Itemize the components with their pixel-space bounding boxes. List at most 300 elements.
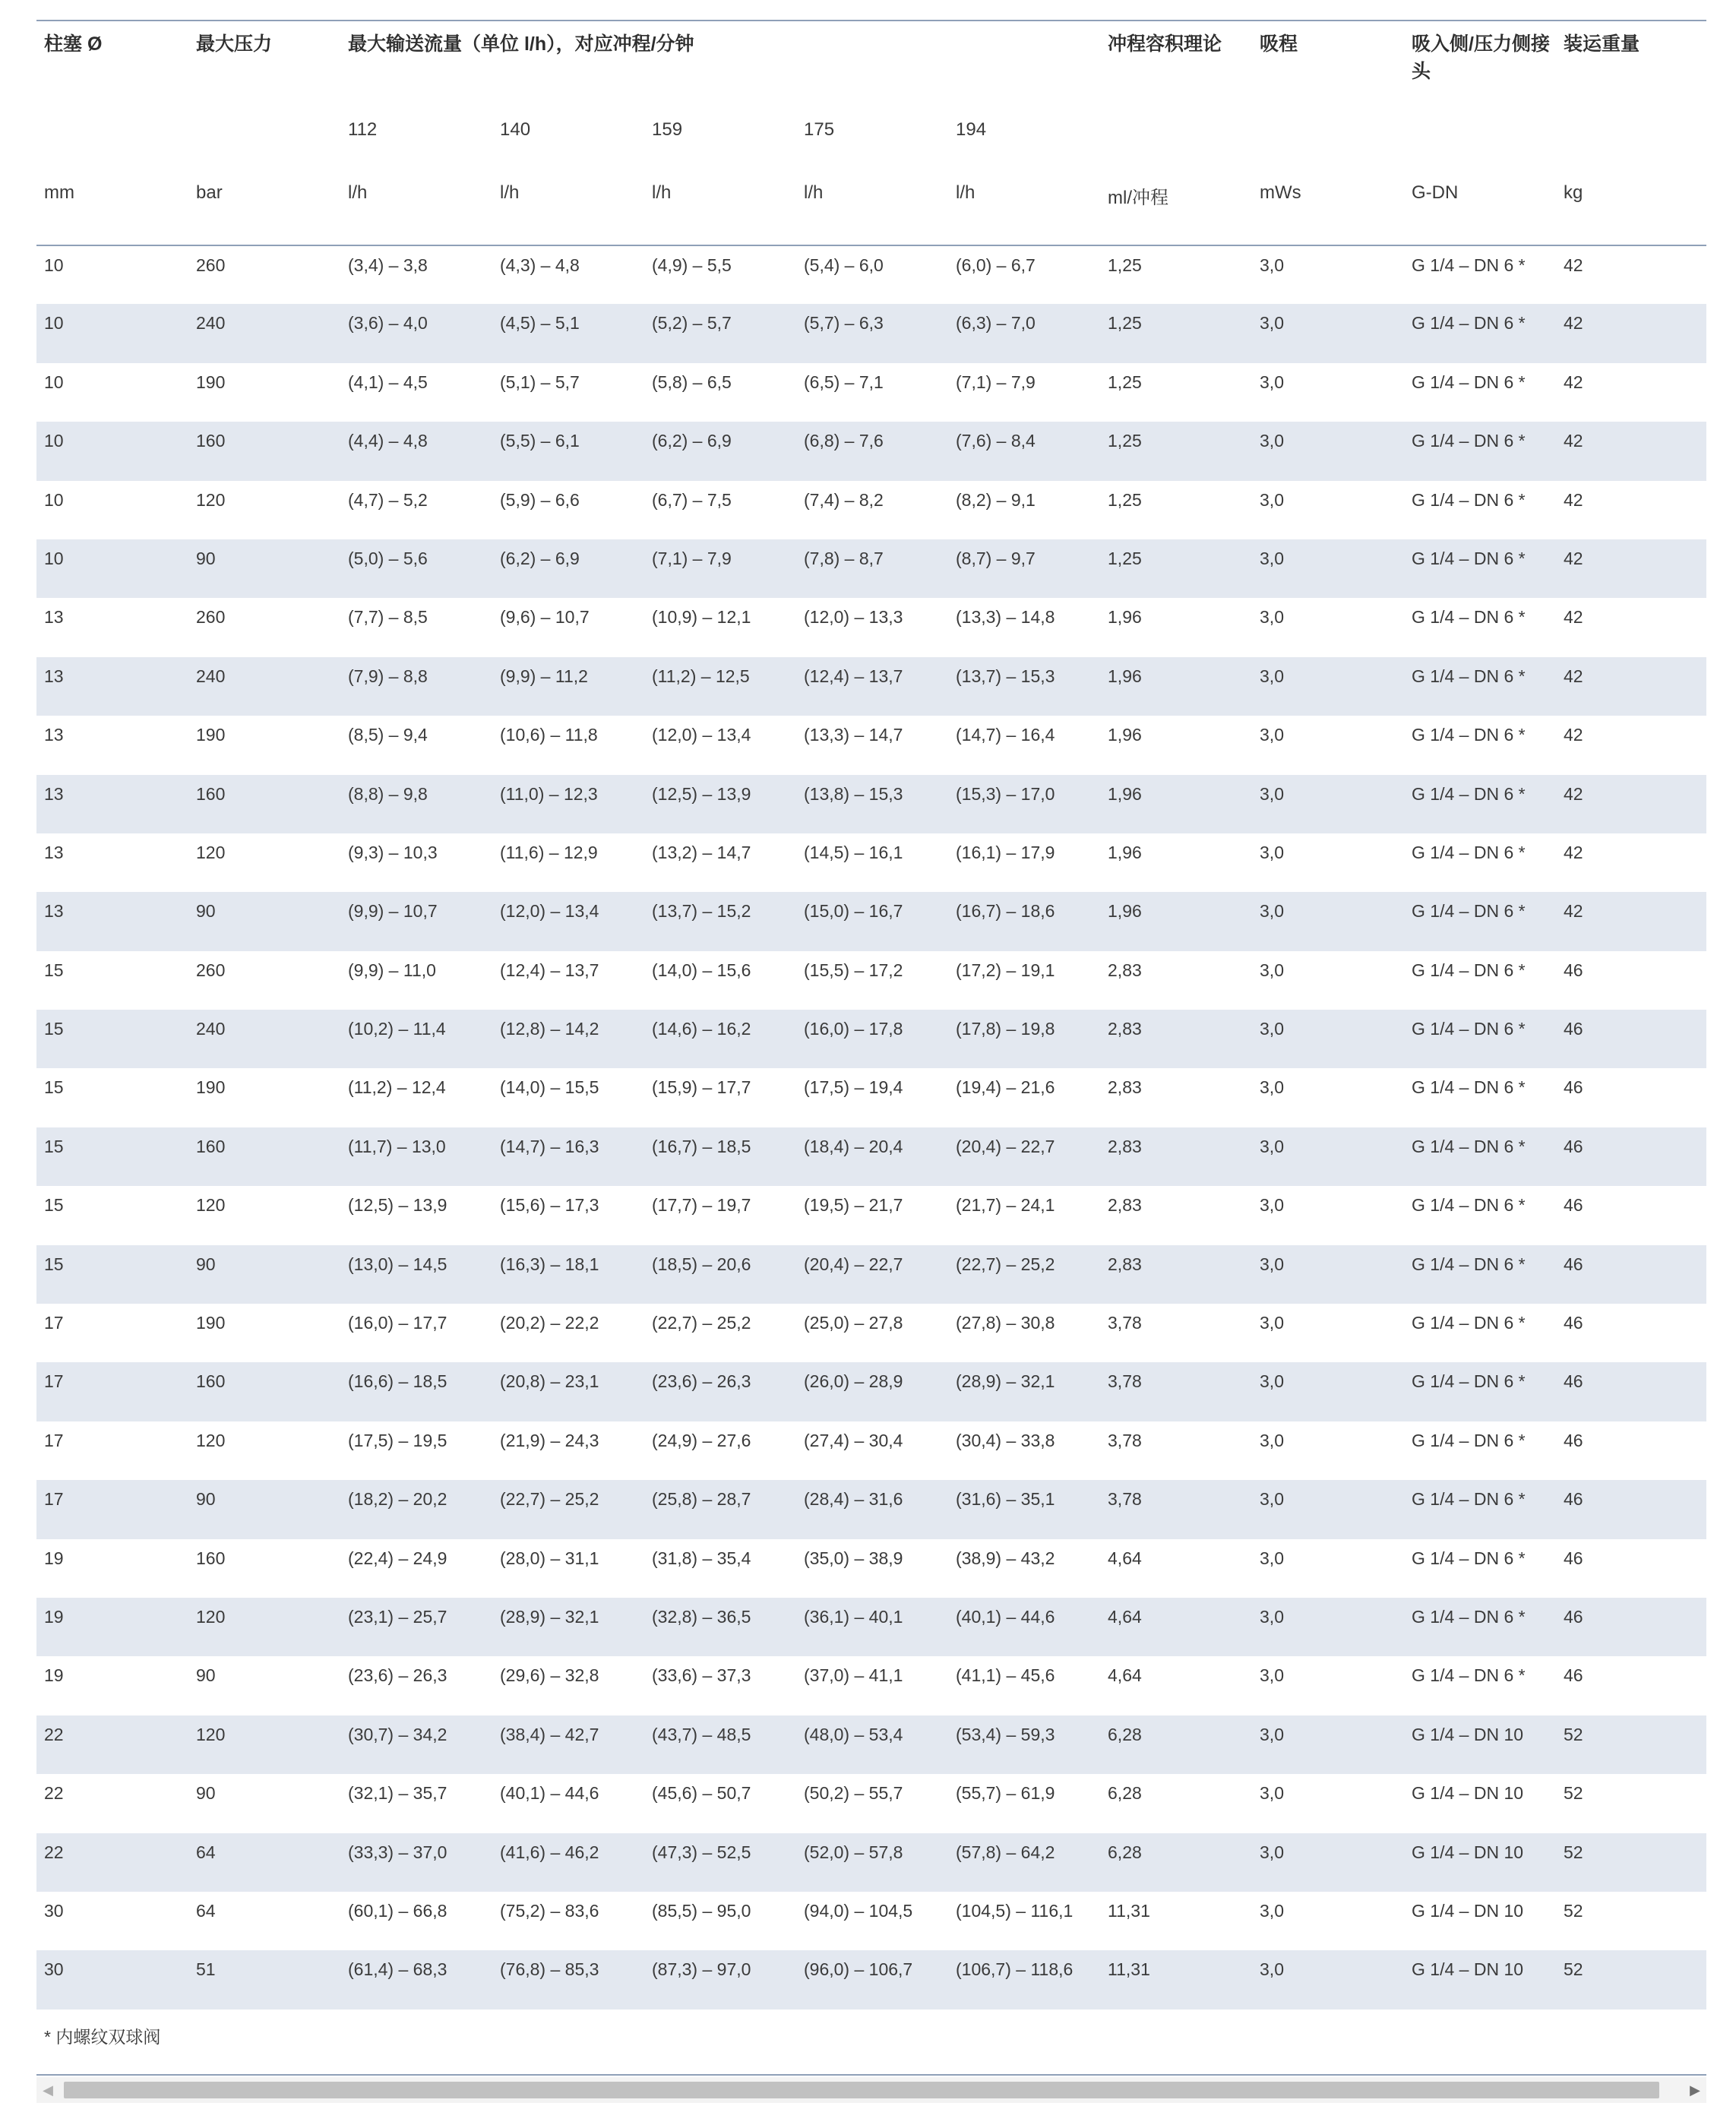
table-cell: 2,83: [1108, 1195, 1142, 1216]
table-cell: (5,1) – 5,7: [500, 372, 580, 392]
table-cell: (20,4) – 22,7: [796, 1245, 948, 1304]
table-cell: (18,2) – 20,2: [340, 1480, 492, 1538]
table-row: [36, 833, 1706, 892]
table-cell: (20,8) – 23,1: [492, 1362, 644, 1421]
table-cell: 1,25: [1108, 372, 1142, 392]
table-cell: (11,2) – 12,4: [348, 1077, 446, 1098]
table-cell: (12,0) – 13,4: [652, 725, 751, 745]
table-row: [36, 716, 1706, 774]
table-cell: G 1/4 – DN 6 *: [1412, 1548, 1526, 1568]
table-cell: (6,3) – 7,0: [948, 304, 1100, 362]
table-cell: 6,28: [1100, 1833, 1252, 1892]
table-cell: 160: [188, 1362, 340, 1421]
table-cell: (11,7) – 13,0: [340, 1127, 492, 1186]
stroke-rate: 159: [652, 119, 683, 140]
table-cell: (21,9) – 24,3: [500, 1430, 599, 1450]
table-cell: (6,2) – 6,9: [492, 539, 644, 598]
table-cell: 160: [188, 775, 340, 833]
table-cell: G 1/4 – DN 6 *: [1404, 1598, 1556, 1656]
unit-cell: ml/冲程: [1108, 188, 1169, 208]
table-cell: 3,0: [1252, 1362, 1404, 1421]
table-cell: (4,1) – 4,5: [348, 372, 428, 392]
table-row: [36, 245, 1706, 304]
table-row: [36, 481, 1706, 539]
table-cell: G 1/4 – DN 6 *: [1412, 725, 1526, 745]
table-cell: 13: [36, 657, 188, 716]
table-cell: 3,0: [1252, 304, 1404, 362]
table-body: [36, 245, 1706, 2010]
table-cell: 3,0: [1252, 1010, 1404, 1068]
table-cell: (6,5) – 7,1: [804, 372, 884, 392]
table-cell: (38,9) – 43,2: [956, 1548, 1055, 1568]
table-cell: 2,83: [1100, 1010, 1252, 1068]
table-row: [36, 1656, 1706, 1715]
table-cell: (13,2) – 14,7: [652, 842, 751, 862]
table-row: [36, 1245, 1706, 1304]
table-cell: (55,7) – 61,9: [956, 1783, 1055, 1804]
table-cell: 3,0: [1252, 422, 1404, 480]
table-cell: (12,4) – 13,7: [796, 657, 948, 716]
table-cell: 3,0: [1252, 1480, 1404, 1538]
table-cell: (32,1) – 35,7: [348, 1783, 447, 1804]
table-cell: (6,0) – 6,7: [956, 255, 1036, 275]
table-cell: G 1/4 – DN 6 *: [1412, 255, 1526, 275]
table-cell: G 1/4 – DN 6 *: [1412, 1430, 1526, 1450]
header-connection: 吸入侧/压力侧接头: [1412, 33, 1550, 82]
table-cell: 52: [1556, 1950, 1706, 2009]
table-row: [36, 539, 1706, 598]
table-cell: 46: [1556, 1010, 1706, 1068]
table-cell: G 1/4 – DN 6 *: [1404, 657, 1556, 716]
table-cell: 17: [36, 1480, 188, 1538]
table-row: [36, 598, 1706, 656]
table-cell: (27,4) – 30,4: [804, 1430, 903, 1450]
table-cell: G 1/4 – DN 6 *: [1412, 1077, 1526, 1098]
table-cell: 42: [1556, 422, 1706, 480]
table-cell: (13,0) – 14,5: [340, 1245, 492, 1304]
table-cell: 1,25: [1108, 255, 1142, 275]
table-cell: (5,0) – 5,6: [340, 539, 492, 598]
table-cell: (31,8) – 35,4: [652, 1548, 751, 1568]
table-cell: 10: [36, 539, 188, 598]
table-cell: 1,96: [1100, 775, 1252, 833]
table-cell: (10,6) – 11,8: [500, 725, 598, 745]
table-cell: 3,0: [1260, 1195, 1284, 1216]
table-cell: (16,1) – 17,9: [956, 842, 1055, 862]
table-cell: (5,7) – 6,3: [796, 304, 948, 362]
table-cell: 3,0: [1252, 1950, 1404, 2009]
table-cell: (21,7) – 24,1: [956, 1195, 1055, 1216]
table-cell: 13: [44, 842, 64, 862]
table-cell: G 1/4 – DN 6 *: [1404, 422, 1556, 480]
table-cell: (7,9) – 8,8: [340, 657, 492, 716]
table-cell: (7,1) – 7,9: [644, 539, 796, 598]
table-cell: (28,9) – 32,1: [948, 1362, 1100, 1421]
table-cell: (17,7) – 19,7: [652, 1195, 751, 1216]
table-row: [36, 1010, 1706, 1068]
table-cell: 1,25: [1108, 489, 1142, 510]
table-cell: 46: [1564, 1077, 1583, 1098]
table-cell: G 1/4 – DN 6 *: [1412, 1195, 1526, 1216]
table-cell: (25,0) – 27,8: [804, 1313, 903, 1333]
table-cell: (22,7) – 25,2: [492, 1480, 644, 1538]
table-cell: (20,4) – 22,7: [948, 1127, 1100, 1186]
table-cell: 22: [44, 1783, 64, 1804]
table-cell: 46: [1556, 1245, 1706, 1304]
table-row: [36, 657, 1706, 716]
header-stroke-volume: 冲程容积理论: [1108, 33, 1222, 55]
table-cell: (15,3) – 17,0: [948, 775, 1100, 833]
table-cell: 90: [188, 892, 340, 950]
table-cell: 2,83: [1108, 960, 1142, 980]
table-cell: 3,0: [1252, 657, 1404, 716]
table-cell: G 1/4 – DN 6 *: [1404, 775, 1556, 833]
table-cell: (13,3) – 14,7: [804, 725, 903, 745]
table-cell: 90: [196, 1783, 216, 1804]
table-cell: (12,5) – 13,9: [644, 775, 796, 833]
table-cell: (11,6) – 12,9: [500, 842, 598, 862]
table-cell: G 1/4 – DN 6 *: [1412, 1313, 1526, 1333]
table-cell: 120: [188, 1598, 340, 1656]
table-cell: (11,0) – 12,3: [492, 775, 644, 833]
table-cell: (13,7) – 15,2: [644, 892, 796, 950]
table-cell: (14,7) – 16,3: [492, 1127, 644, 1186]
table-cell: 240: [188, 657, 340, 716]
table-cell: 3,0: [1260, 842, 1284, 862]
table-cell: (8,8) – 9,8: [340, 775, 492, 833]
table-cell: 190: [196, 372, 226, 392]
table-cell: 120: [196, 1195, 226, 1216]
scrollbar-top-border: [36, 2074, 1706, 2076]
table-cell: (12,5) – 13,9: [348, 1195, 447, 1216]
table-cell: 3,0: [1260, 960, 1284, 980]
table-cell: 46: [1564, 1548, 1583, 1568]
table-cell: 22: [36, 1715, 188, 1774]
table-cell: (7,1) – 7,9: [956, 372, 1036, 392]
table-cell: (94,0) – 104,5: [804, 1900, 913, 1921]
table-cell: 3,0: [1260, 607, 1284, 628]
table-cell: (33,3) – 37,0: [340, 1833, 492, 1892]
table-cell: 6,28: [1108, 1783, 1142, 1804]
table-cell: (17,8) – 19,8: [948, 1010, 1100, 1068]
table-cell: 42: [1556, 304, 1706, 362]
table-cell: (26,0) – 28,9: [796, 1362, 948, 1421]
table-cell: 260: [196, 960, 226, 980]
table-cell: 15: [44, 1195, 64, 1216]
table-cell: 3,0: [1260, 255, 1284, 275]
table-cell: 3,0: [1260, 1900, 1284, 1921]
table-cell: 120: [196, 1430, 226, 1450]
table-cell: (96,0) – 106,7: [796, 1950, 948, 2009]
table-cell: 51: [188, 1950, 340, 2009]
table-cell: (76,8) – 85,3: [492, 1950, 644, 2009]
table-cell: (15,5) – 17,2: [804, 960, 903, 980]
table-cell: (16,3) – 18,1: [492, 1245, 644, 1304]
table-cell: 10: [36, 422, 188, 480]
table-cell: (57,8) – 64,2: [948, 1833, 1100, 1892]
table-cell: (60,1) – 66,8: [348, 1900, 447, 1921]
table-cell: 1,96: [1108, 725, 1142, 745]
table-cell: G 1/4 – DN 10: [1404, 1833, 1556, 1892]
table-cell: 160: [188, 422, 340, 480]
table-cell: (9,6) – 10,7: [500, 607, 590, 628]
table-cell: (6,7) – 7,5: [652, 489, 732, 510]
table-cell: 3,78: [1100, 1362, 1252, 1421]
table-cell: (15,6) – 17,3: [500, 1195, 599, 1216]
table-cell: (5,9) – 6,6: [500, 489, 580, 510]
table-cell: (33,6) – 37,3: [652, 1665, 751, 1686]
table-row: [36, 1950, 1706, 2009]
table-cell: 64: [196, 1900, 216, 1921]
table-cell: 46: [1556, 1362, 1706, 1421]
table-cell: (104,5) – 116,1: [956, 1900, 1074, 1921]
table-cell: (12,4) – 13,7: [500, 960, 599, 980]
unit-cell: G-DN: [1412, 182, 1459, 203]
table-cell: 46: [1556, 1127, 1706, 1186]
table-cell: (7,8) – 8,7: [796, 539, 948, 598]
table-cell: 13: [44, 725, 64, 745]
table-row: [36, 1127, 1706, 1186]
table-cell: 120: [196, 489, 226, 510]
table-cell: 46: [1556, 1480, 1706, 1538]
table-cell: 3,0: [1260, 1783, 1284, 1804]
table-cell: (45,6) – 50,7: [652, 1783, 751, 1804]
table-cell: (7,6) – 8,4: [948, 422, 1100, 480]
table-cell: (10,9) – 12,1: [652, 607, 751, 628]
unit-cell: l/h: [956, 182, 976, 203]
table-cell: 90: [196, 1665, 216, 1686]
table-cell: 15: [36, 1127, 188, 1186]
table-cell: 190: [196, 1077, 226, 1098]
table-cell: 160: [196, 1548, 226, 1568]
table-row: [36, 304, 1706, 362]
table-cell: (7,4) – 8,2: [804, 489, 884, 510]
table-cell: (3,4) – 3,8: [348, 255, 428, 275]
table-row: [36, 1833, 1706, 1892]
table-cell: 46: [1564, 1430, 1583, 1450]
table-cell: 52: [1564, 1900, 1583, 1921]
table-cell: (5,4) – 6,0: [804, 255, 884, 275]
stroke-rate: 175: [804, 119, 835, 140]
table-cell: (38,4) – 42,7: [492, 1715, 644, 1774]
table-cell: G 1/4 – DN 6 *: [1412, 372, 1526, 392]
table-cell: (28,0) – 31,1: [500, 1548, 599, 1568]
scrollbar-thumb[interactable]: [64, 2082, 1659, 2098]
table-cell: (9,9) – 11,0: [348, 960, 436, 980]
table-row: [36, 1186, 1706, 1244]
table-cell: (22,7) – 25,2: [948, 1245, 1100, 1304]
table-cell: (10,2) – 11,4: [340, 1010, 492, 1068]
table-cell: 1,25: [1100, 304, 1252, 362]
table-cell: (31,6) – 35,1: [948, 1480, 1100, 1538]
table-cell: (17,2) – 19,1: [956, 960, 1055, 980]
table-cell: 260: [196, 255, 226, 275]
table-cell: (35,0) – 38,9: [804, 1548, 903, 1568]
table-cell: (29,6) – 32,8: [500, 1665, 599, 1686]
table-cell: (16,0) – 17,7: [348, 1313, 447, 1333]
table-cell: (4,9) – 5,5: [652, 255, 732, 275]
table-cell: (41,6) – 46,2: [492, 1833, 644, 1892]
table-cell: 13: [36, 892, 188, 950]
table-cell: (16,7) – 18,6: [948, 892, 1100, 950]
table-row: [36, 1539, 1706, 1598]
table-cell: (32,8) – 36,5: [644, 1598, 796, 1656]
scroll-right-arrow-icon[interactable]: ▶: [1690, 2082, 1700, 2098]
table-cell: G 1/4 – DN 6 *: [1404, 1480, 1556, 1538]
table-cell: (15,0) – 16,7: [796, 892, 948, 950]
table-cell: 17: [44, 1313, 64, 1333]
unit-cell: l/h: [652, 182, 672, 203]
table-cell: (17,5) – 19,5: [348, 1430, 447, 1450]
table-cell: G 1/4 – DN 6 *: [1412, 489, 1526, 510]
table-cell: 13: [36, 775, 188, 833]
table-cell: G 1/4 – DN 6 *: [1404, 892, 1556, 950]
stroke-rate: 112: [348, 119, 378, 140]
table-cell: (22,4) – 24,9: [348, 1548, 447, 1568]
table-cell: (16,0) – 17,8: [796, 1010, 948, 1068]
table-cell: 46: [1564, 1313, 1583, 1333]
table-row: [36, 1421, 1706, 1480]
table-row: [36, 1774, 1706, 1832]
table-cell: (48,0) – 53,4: [796, 1715, 948, 1774]
table-cell: 64: [188, 1833, 340, 1892]
table-cell: 42: [1564, 255, 1583, 275]
table-cell: 15: [44, 1077, 64, 1098]
table-cell: 3,0: [1260, 1313, 1284, 1333]
table-cell: (28,9) – 32,1: [492, 1598, 644, 1656]
table-cell: 4,64: [1100, 1598, 1252, 1656]
table-cell: 3,78: [1100, 1480, 1252, 1538]
header-suction-lift: 吸程: [1260, 33, 1298, 55]
stroke-rate: 140: [500, 119, 531, 140]
table-cell: (18,5) – 20,6: [644, 1245, 796, 1304]
table-cell: 90: [188, 1480, 340, 1538]
stroke-rate-row: [36, 119, 1706, 182]
table-cell: 90: [188, 1245, 340, 1304]
table-cell: 10: [36, 304, 188, 362]
table-cell: G 1/4 – DN 10: [1404, 1715, 1556, 1774]
table-cell: 19: [44, 1665, 64, 1686]
header-max-flow: 最大输送流量（单位 l/h），对应冲程/分钟: [348, 33, 694, 55]
spec-table-container: [36, 20, 1706, 2103]
table-row: [36, 1598, 1706, 1656]
table-cell: G 1/4 – DN 6 *: [1412, 960, 1526, 980]
table-cell: (30,7) – 34,2: [340, 1715, 492, 1774]
table-cell: 3,0: [1252, 1715, 1404, 1774]
table-cell: 19: [44, 1548, 64, 1568]
table-cell: 2,83: [1100, 1245, 1252, 1304]
table-cell: (9,3) – 10,3: [348, 842, 438, 862]
table-cell: (6,8) – 7,6: [796, 422, 948, 480]
table-row: [36, 892, 1706, 950]
table-cell: 42: [1564, 725, 1583, 745]
table-cell: 10: [44, 255, 64, 275]
table-cell: (13,8) – 15,3: [796, 775, 948, 833]
table-cell: 3,78: [1108, 1430, 1142, 1450]
table-cell: 2,83: [1108, 1077, 1142, 1098]
table-row: [36, 1362, 1706, 1421]
table-row: [36, 1304, 1706, 1362]
table-cell: 3,0: [1252, 539, 1404, 598]
table-cell: 1,96: [1100, 657, 1252, 716]
table-cell: G 1/4 – DN 6 *: [1412, 1665, 1526, 1686]
table-row: [36, 775, 1706, 833]
table-cell: 46: [1564, 1195, 1583, 1216]
header-max-pressure: 最大压力: [196, 33, 273, 55]
table-cell: G 1/4 – DN 6 *: [1404, 1245, 1556, 1304]
table-cell: 46: [1564, 960, 1583, 980]
table-cell: 1,96: [1108, 842, 1142, 862]
table-cell: 90: [188, 539, 340, 598]
table-cell: (13,7) – 15,3: [948, 657, 1100, 716]
table-cell: 42: [1564, 372, 1583, 392]
table-cell: (18,4) – 20,4: [796, 1127, 948, 1186]
table-cell: 1,25: [1100, 422, 1252, 480]
table-cell: 3,0: [1252, 1598, 1404, 1656]
table-cell: (14,7) – 16,4: [956, 725, 1055, 745]
table-cell: (9,9) – 10,7: [340, 892, 492, 950]
table-cell: (16,6) – 18,5: [340, 1362, 492, 1421]
table-cell: (47,3) – 52,5: [644, 1833, 796, 1892]
table-cell: (6,2) – 6,9: [644, 422, 796, 480]
table-cell: 42: [1556, 892, 1706, 950]
table-cell: 30: [44, 1900, 64, 1921]
table-cell: (23,6) – 26,3: [644, 1362, 796, 1421]
table-cell: (43,7) – 48,5: [644, 1715, 796, 1774]
table-row: [36, 1715, 1706, 1774]
table-cell: (4,7) – 5,2: [348, 489, 428, 510]
table-row: [36, 422, 1706, 480]
table-cell: 42: [1564, 842, 1583, 862]
table-cell: 11,31: [1100, 1950, 1252, 2009]
horizontal-scrollbar[interactable]: [36, 2077, 1706, 2103]
table-cell: 120: [188, 1715, 340, 1774]
table-cell: 52: [1564, 1783, 1583, 1804]
table-cell: (41,1) – 45,6: [956, 1665, 1055, 1686]
table-cell: (24,9) – 27,6: [652, 1430, 751, 1450]
table-cell: 6,28: [1100, 1715, 1252, 1774]
spec-table: [36, 21, 1706, 2010]
table-cell: G 1/4 – DN 6 *: [1404, 1127, 1556, 1186]
table-cell: G 1/4 – DN 10: [1412, 1900, 1524, 1921]
table-cell: 42: [1564, 607, 1583, 628]
table-cell: (85,5) – 95,0: [652, 1900, 751, 1921]
table-cell: G 1/4 – DN 10: [1404, 1950, 1556, 2009]
table-cell: 10: [44, 372, 64, 392]
table-cell: (16,7) – 18,5: [644, 1127, 796, 1186]
table-cell: (40,1) – 44,6: [500, 1783, 599, 1804]
table-cell: (7,7) – 8,5: [348, 607, 428, 628]
table-cell: (27,8) – 30,8: [956, 1313, 1055, 1333]
table-cell: (9,9) – 11,2: [492, 657, 644, 716]
table-cell: (14,0) – 15,6: [652, 960, 751, 980]
table-cell: (19,4) – 21,6: [956, 1077, 1055, 1098]
table-cell: 15: [36, 1010, 188, 1068]
table-row: [36, 1892, 1706, 1950]
table-cell: (50,2) – 55,7: [804, 1783, 903, 1804]
unit-cell: l/h: [804, 182, 824, 203]
table-cell: (4,3) – 4,8: [500, 255, 580, 275]
table-row: [36, 1068, 1706, 1127]
table-cell: 42: [1556, 657, 1706, 716]
table-cell: 15: [44, 960, 64, 980]
table-cell: 3,0: [1260, 1665, 1284, 1686]
unit-cell: bar: [196, 182, 223, 203]
table-cell: (22,7) – 25,2: [652, 1313, 751, 1333]
table-cell: G 1/4 – DN 6 *: [1404, 539, 1556, 598]
table-cell: 240: [188, 304, 340, 362]
scroll-left-arrow-icon[interactable]: ◀: [43, 2082, 53, 2098]
